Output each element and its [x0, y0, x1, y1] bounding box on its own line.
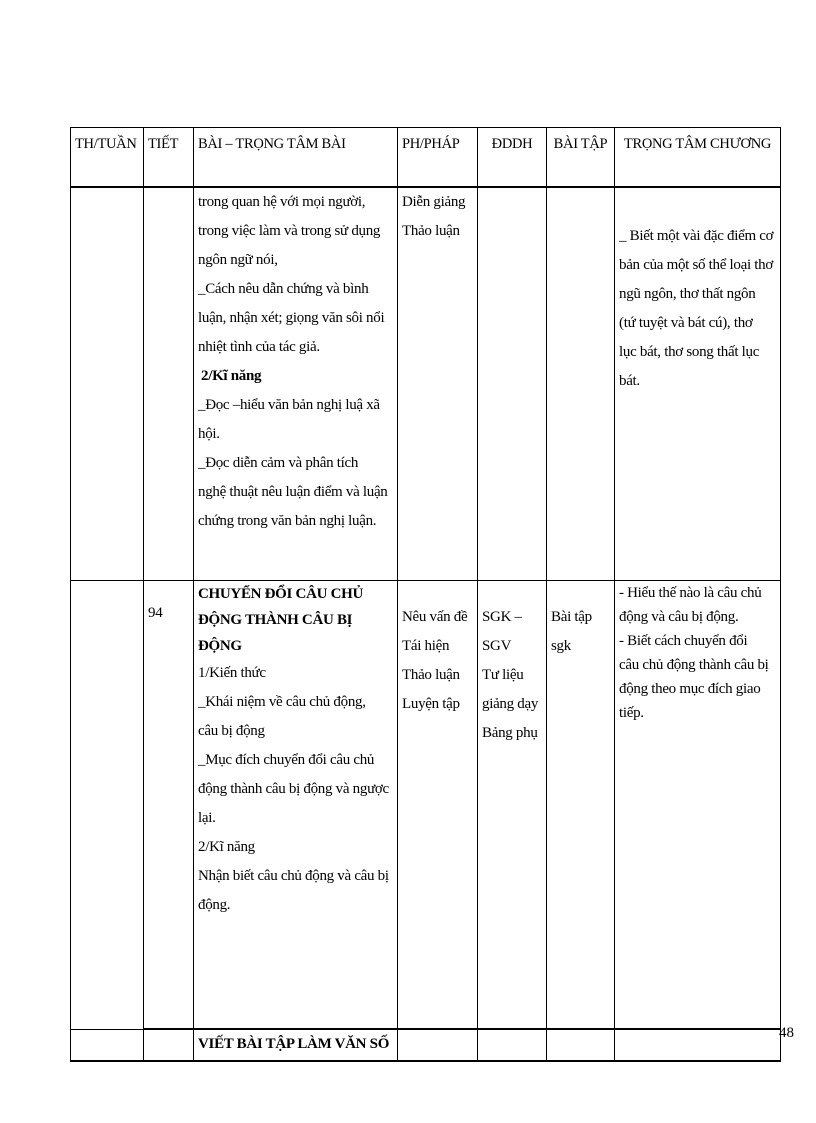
knowledge-line: _Khái niệm về câu chủ động, [198, 694, 366, 710]
lesson-line: trong việc làm và trong sử dụng [198, 223, 381, 239]
skills-line: chứng trong văn bản nghị luận. [198, 513, 377, 529]
method-cell [398, 187, 478, 581]
skills-line: nghệ thuật nêu luận điểm và luận [198, 484, 388, 500]
chapter-line: bản của một số thể loại thơ [619, 257, 773, 273]
period-number: 94 [148, 605, 163, 621]
week-cell [71, 581, 144, 1030]
period-cell [144, 581, 194, 1030]
knowledge-line: động thành câu bị động và ngược [198, 781, 389, 797]
chapter-line: _ Biết một vài đặc điểm cơ [619, 228, 774, 244]
lesson-cell [194, 187, 398, 581]
method-cell [398, 581, 478, 1030]
lesson-plan-table [70, 127, 781, 1062]
knowledge-line: lại. [198, 810, 216, 826]
chapter-focus-cell [615, 187, 781, 581]
header-method: PH/PHÁP [398, 128, 478, 188]
knowledge-heading: 1/Kiến thức [198, 665, 266, 681]
method-line: Tái hiện [402, 638, 450, 654]
exercise-cell [547, 187, 615, 581]
method-line: Nêu vấn đề [402, 609, 468, 625]
skills-heading: 2/Kĩ năng [201, 368, 262, 384]
page-number: 48 [779, 1025, 794, 1041]
aids-line: giảng dạy [482, 696, 539, 712]
lesson-cell [194, 581, 398, 1030]
chapter-line: động theo mục đích giao [619, 681, 761, 697]
method-line: Luyện tập [402, 696, 460, 712]
method-line: Thảo luận [402, 223, 460, 239]
exercise-cell [547, 581, 615, 1030]
skills-line: động. [198, 897, 231, 913]
table-header-row [71, 128, 781, 188]
header-week: TH/TUẦN [71, 128, 144, 188]
knowledge-line: _Mục đích chuyển đổi câu chủ [198, 752, 375, 768]
chapter-line: - Biết cách chuyển đổi [619, 633, 748, 649]
aids-line: Tư liệu [482, 667, 524, 683]
exercise-line: Bài tập [551, 609, 592, 625]
lesson-title-line: ĐỘNG THÀNH CÂU BỊ [198, 612, 353, 628]
header-exercise: BÀI TẬP [547, 128, 615, 188]
lesson-line: trong quan hệ với mọi người, [198, 194, 366, 210]
lesson-line: luận, nhận xét; giọng văn sôi nổi [198, 310, 385, 326]
exercise-line: sgk [551, 638, 571, 654]
teaching-aids-cell [478, 187, 547, 581]
chapter-focus-cell [615, 1029, 781, 1061]
table-row [71, 581, 781, 1030]
header-lesson: BÀI – TRỌNG TÂM BÀI [194, 128, 398, 188]
aids-line: SGV [482, 638, 512, 654]
teaching-aids-cell [478, 1029, 547, 1061]
lesson-line: nhiệt tình của tác giả. [198, 339, 320, 355]
header-teaching-aids: ĐDDH [478, 128, 547, 188]
exercise-cell [547, 1029, 615, 1061]
table-row [71, 1029, 781, 1061]
week-cell [71, 1029, 144, 1061]
chapter-line: (tứ tuyệt và bát cú), thơ [619, 315, 753, 331]
skills-line: hội. [198, 426, 220, 442]
aids-line: SGK – [482, 609, 522, 625]
header-period: TIẾT [144, 128, 194, 188]
lesson-line: _Cách nêu dẫn chứng và bình [198, 281, 369, 297]
skills-line: _Đọc –hiểu văn bản nghị luậ xã [198, 397, 380, 413]
skills-line: Nhận biết câu chủ động và câu bị [198, 868, 389, 884]
header-chapter-focus: TRỌNG TÂM CHƯƠNG [615, 128, 781, 188]
chapter-line: động và câu bị động. [619, 609, 739, 625]
lesson-title-line: CHUYỂN ĐỔI CÂU CHỦ [198, 586, 364, 602]
lesson-line: ngôn ngữ nói, [198, 252, 278, 268]
chapter-line: câu chủ động thành câu bị [619, 657, 769, 673]
method-cell [398, 1029, 478, 1061]
lesson-cell [194, 1029, 398, 1061]
chapter-line: lục bát, thơ song thất lục [619, 344, 760, 360]
chapter-line: ngũ ngôn, thơ thất ngôn [619, 286, 756, 302]
teaching-aids-cell [478, 581, 547, 1030]
method-line: Diễn giảng [402, 194, 466, 210]
knowledge-line: câu bị động [198, 723, 265, 739]
period-cell [144, 1029, 194, 1061]
method-line: Thảo luận [402, 667, 460, 683]
table-row [71, 187, 781, 581]
week-cell [71, 187, 144, 581]
lesson-title-line: ĐỘNG [198, 638, 242, 654]
chapter-line: tiếp. [619, 705, 644, 721]
period-cell [144, 187, 194, 581]
chapter-line: - Hiểu thế nào là câu chủ [619, 585, 762, 601]
chapter-focus-cell [615, 581, 781, 1030]
skills-line: _Đọc diễn cảm và phân tích [198, 455, 359, 471]
lesson-title-line: VIẾT BÀI TẬP LÀM VĂN SỐ [198, 1036, 390, 1052]
aids-line: Bảng phụ [482, 725, 538, 741]
skills-heading: 2/Kĩ năng [198, 839, 255, 855]
chapter-line: bát. [619, 373, 640, 389]
